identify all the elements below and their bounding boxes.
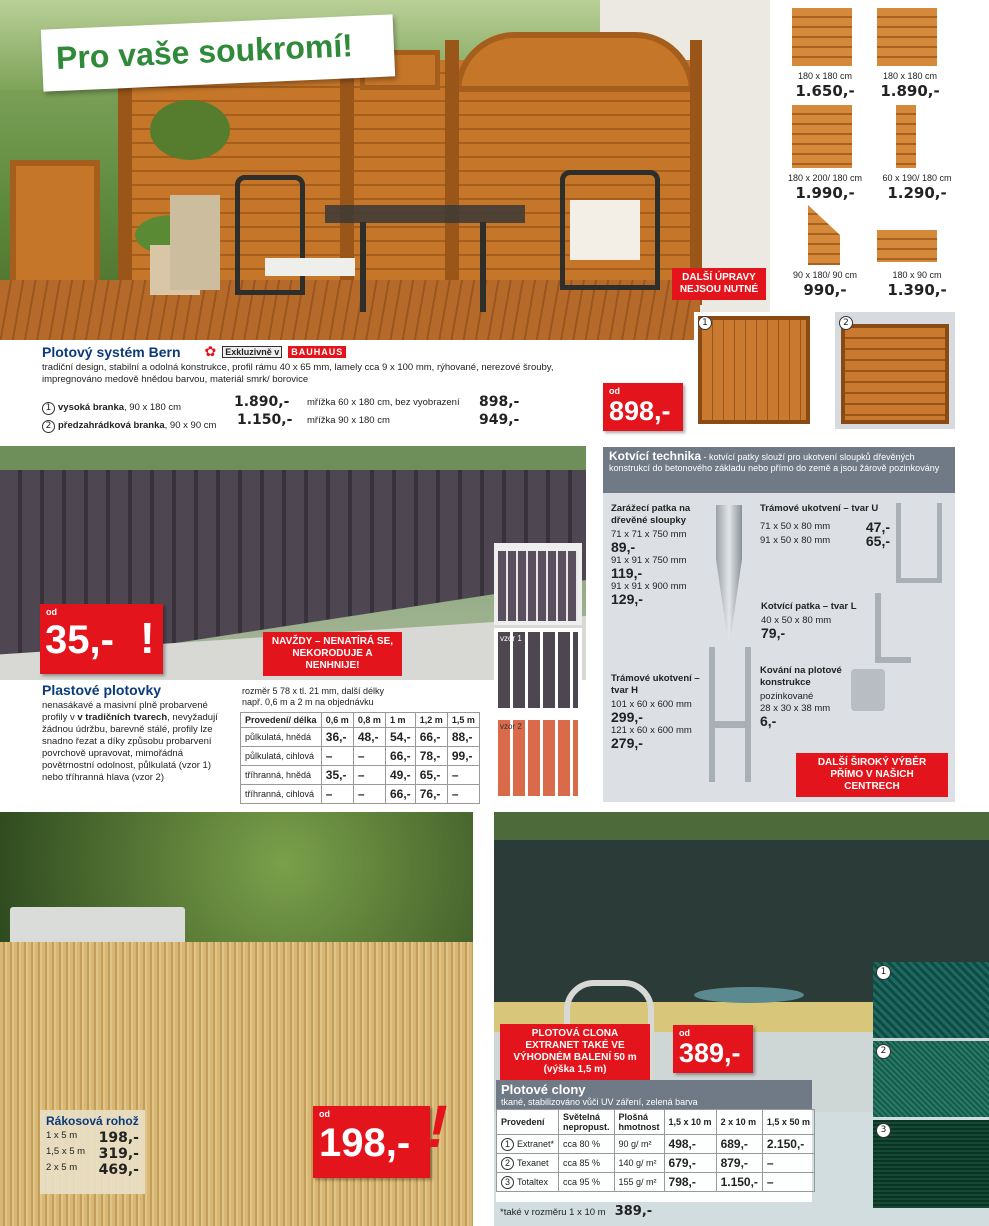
bern-item-1-alt: mřížka 60 x 180 cm, bez vyobrazení [307, 397, 460, 408]
cell: cca 80 % [559, 1135, 615, 1154]
cell: 66,- [415, 728, 447, 747]
cell: cca 95 % [559, 1173, 615, 1192]
bern-title: Plotový systém Bern [42, 344, 181, 360]
spike-anchor-icon [716, 505, 742, 640]
cell: 76,- [415, 785, 447, 804]
gate-number-1: 1 [698, 316, 712, 330]
bern-item-2-size: , 90 x 90 cm [164, 420, 217, 431]
cell: 66,- [385, 785, 415, 804]
bern-od: od [609, 386, 620, 396]
screen-sample-2-num: 2 [876, 1044, 891, 1059]
th: 1,5 m [447, 713, 479, 728]
bern-desc-2: impregnováno medově hnědou barvou, materiál smrk/ borovice [42, 374, 309, 385]
anchor-g5-name: Kování na plotové konstrukce [760, 665, 842, 688]
panel-size-4: 60 x 190/ 180 cm [882, 173, 952, 183]
bauhaus-logo-icon: ✿ [204, 344, 217, 360]
cell: – [447, 766, 479, 785]
cell: 99,- [447, 747, 479, 766]
anchor-g5-size-1: pozinkované [760, 691, 814, 702]
cell: – [353, 785, 385, 804]
panel-size-5: 90 x 180/ 90 cm [792, 270, 858, 280]
anchor-group-5 [760, 665, 855, 727]
cell: cca 85 % [559, 1154, 615, 1173]
panel-thumb-3 [792, 105, 852, 168]
gate-number-2: 2 [839, 316, 853, 330]
anchor-group-4 [611, 673, 711, 749]
row-name: Texanet [517, 1157, 549, 1168]
anchor-g3-size-1: 40 x 50 x 80 mm [761, 615, 832, 626]
bern-item-2-name: předzahrádková branka [58, 420, 165, 431]
bern-item-1-price: 1.890,- [234, 394, 290, 410]
anchor-header [603, 447, 955, 493]
bern-item-2 [42, 413, 522, 429]
th: 1,5 x 10 m [664, 1110, 716, 1135]
reed-price-2: 319,- [98, 1146, 139, 1162]
cell: půlkulatá, cihlová [241, 747, 322, 766]
row-name: Extranet* [517, 1138, 555, 1149]
bern-item-2-price: 1.150,- [237, 412, 293, 428]
screen-footnote-text: *také v rozměru 1 x 10 m [500, 1207, 606, 1218]
screen-price: 389,- [679, 1038, 741, 1068]
th: 2 x 10 m [716, 1110, 762, 1135]
table-row [497, 1173, 815, 1192]
panel-size-2: 180 x 180 cm [882, 71, 938, 81]
cell: 140 g/ m² [614, 1154, 664, 1173]
screen-table [496, 1109, 815, 1192]
th: 0,6 m [321, 713, 353, 728]
bern-info [42, 344, 612, 386]
bern-price-tag [603, 383, 683, 431]
anchor-g2-price-2: 65,- [865, 533, 890, 549]
th: Plošná hmotnost [614, 1110, 664, 1135]
h-anchor-icon [709, 647, 751, 782]
plastic-note-2: např. 0,6 m a 2 m na objednávku [242, 697, 374, 707]
panel-thumb-6 [877, 230, 937, 262]
anchor-g4-size-2: 121 x 60 x 600 mm [611, 725, 692, 736]
cell: 35,- [321, 766, 353, 785]
anchor-g3-name: Kotvící patka – tvar L [761, 601, 857, 612]
anchor-g2-size-2: 91 x 50 x 80 mm [760, 535, 831, 546]
panel-thumb-4 [896, 105, 916, 168]
panel-thumb-1 [792, 8, 852, 66]
panel-size-3: 180 x 200/ 180 cm [787, 173, 863, 183]
anchor-g2-name: Trámové ukotvení – tvar U [760, 503, 879, 514]
screen-price-tag [673, 1025, 753, 1073]
anchor-g1-name: Zarážecí patka na dřevěné sloupky [611, 503, 691, 526]
cell: – [762, 1173, 814, 1192]
plastic-thumb-fence [494, 543, 582, 625]
cell [497, 1154, 559, 1173]
cell: 66,- [385, 747, 415, 766]
screen-od: od [679, 1028, 690, 1038]
cell: tříhranná, cihlová [241, 785, 322, 804]
reed-info [40, 1110, 145, 1194]
cell: 2.150,- [762, 1135, 814, 1154]
anchor-group-3 [761, 601, 871, 639]
th: 0,8 m [353, 713, 385, 728]
th: 1,5 x 50 m [762, 1110, 814, 1135]
vzor2-label: vzor 2 [500, 722, 522, 731]
plastic-excl: ! [140, 614, 155, 663]
plastic-desc-b: v tradičních tvarech [77, 712, 168, 723]
cell: – [353, 747, 385, 766]
cell: 36,- [321, 728, 353, 747]
bern-item-1-size: , 90 x 180 cm [124, 402, 182, 413]
screen-title: Plotové clony [501, 1082, 586, 1097]
cell: 48,- [353, 728, 385, 747]
exclusive-label: Exkluzivně v [222, 346, 282, 358]
anchor-group-1 [611, 503, 721, 605]
th: Provedení/ délka [241, 713, 322, 728]
screen-sample-1-num: 1 [876, 965, 891, 980]
cell: 54,- [385, 728, 415, 747]
anchor-g5-price-1: 6,- [760, 713, 777, 729]
panel-size-1: 180 x 180 cm [797, 71, 853, 81]
bern-big-price: 898,- [609, 396, 671, 426]
plastic-od: od [46, 607, 57, 617]
screen-sample-1 [873, 962, 989, 1038]
screen-sample-3 [873, 1120, 989, 1208]
bern-item-1-num: 1 [42, 402, 55, 415]
panel-catalogue [770, 0, 989, 310]
table-row [497, 1135, 815, 1154]
plastic-note-1: rozměr 5 78 x tl. 21 mm, další délky [242, 686, 385, 696]
panel-price-5: 990,- [803, 281, 847, 299]
reed-size-1: 1 x 5 m [46, 1130, 78, 1141]
plastic-table [240, 712, 480, 804]
plastic-price-tag [40, 604, 163, 674]
reed-price: 198,- [319, 1121, 411, 1165]
reed-od: od [319, 1109, 330, 1119]
screen-sample-3-num: 3 [876, 1123, 891, 1138]
cell: – [762, 1154, 814, 1173]
bauhaus-brand: BAUHAUS [288, 346, 346, 358]
anchor-group-2 [760, 503, 890, 547]
panel-price-4: 1.290,- [887, 184, 947, 202]
table-row [241, 728, 480, 747]
cell: 78,- [415, 747, 447, 766]
th: 1,2 m [415, 713, 447, 728]
bracket-icon [851, 669, 885, 711]
cell: 879,- [716, 1154, 762, 1173]
plastic-thumb-vzor2 [494, 716, 582, 800]
anchor-g1-size-2: 91 x 91 x 750 mm [611, 555, 687, 566]
reed-price-3: 469,- [98, 1162, 139, 1178]
th: Světelná nepropust. [559, 1110, 615, 1135]
cell: – [447, 785, 479, 804]
cell: 1.150,- [716, 1173, 762, 1192]
cell: – [321, 785, 353, 804]
reed-excl: ! [420, 1093, 456, 1160]
reed-size-2: 1,5 x 5 m [46, 1146, 86, 1157]
bern-item-2-alt-price: 949,- [479, 412, 520, 428]
cell: 498,- [664, 1135, 716, 1154]
reed-price-1: 198,- [98, 1130, 139, 1146]
th: 1 m [385, 713, 415, 728]
cell: – [321, 747, 353, 766]
cell: 90 g/ m² [614, 1135, 664, 1154]
plastic-table-note [242, 686, 482, 708]
row-num: 2 [501, 1157, 514, 1170]
cell: 88,- [447, 728, 479, 747]
anchor-g1-price-3: 129,- [611, 591, 643, 607]
table-row [241, 766, 480, 785]
anchor-note: DALŠÍ ŠIROKÝ VÝBĚR PŘÍMO V NAŠICH CENTRECH [796, 753, 948, 797]
anchor-g4-price-1: 299,- [611, 709, 643, 725]
cell: 49,- [385, 766, 415, 785]
screen-footnote-price: 389,- [614, 1204, 653, 1219]
plastic-title: Plastové plotovky [42, 682, 162, 698]
panel-price-6: 1.390,- [887, 281, 947, 299]
reed-price-tag [313, 1106, 430, 1178]
cell: 65,- [415, 766, 447, 785]
panel-price-1: 1.650,- [795, 82, 855, 100]
plastic-badge: NAVŽDY – NENATÍRÁ SE, NEKORODUJE A NENHNIJE! [263, 632, 402, 676]
bern-item-2-alt: mřížka 90 x 180 cm [307, 415, 390, 426]
anchor-title: Kotvící technika [609, 449, 702, 463]
screen-footnote [500, 1200, 810, 1219]
row-name: Totaltex [517, 1176, 549, 1187]
panel-thumb-5 [808, 205, 840, 265]
cell: tříhranná, hnědá [241, 766, 322, 785]
anchor-panel [603, 447, 955, 802]
bern-item-1-name: vysoká branka [58, 402, 125, 413]
plastic-thumb-vzor1 [494, 628, 582, 712]
table-row [241, 785, 480, 804]
panel-thumb-2 [877, 8, 937, 66]
panel-size-6: 180 x 90 cm [892, 270, 942, 280]
bern-item-1 [42, 395, 522, 411]
bern-item-1-alt-price: 898,- [479, 394, 520, 410]
cell [497, 1135, 559, 1154]
panel-price-3: 1.990,- [795, 184, 855, 202]
panel-price-2: 1.890,- [880, 82, 940, 100]
anchor-g4-name: Trámové ukotvení – tvar H [611, 673, 700, 696]
cell [497, 1173, 559, 1192]
anchor-g4-price-2: 279,- [611, 735, 643, 751]
cell: 798,- [664, 1173, 716, 1192]
screen-table-header [497, 1110, 815, 1135]
table-row [241, 747, 480, 766]
screen-info [496, 1080, 812, 1202]
gate-photo-2 [835, 312, 955, 429]
row-num: 1 [501, 1138, 514, 1151]
row-num: 3 [501, 1176, 514, 1189]
reed-size-3: 2 x 5 m [46, 1162, 78, 1173]
cell: 689,- [716, 1135, 762, 1154]
further-note: DALŠÍ ÚPRAVY NEJSOU NUTNÉ [672, 268, 766, 300]
anchor-g3-price-1: 79,- [761, 625, 786, 641]
plastic-price: 35,- [45, 618, 114, 662]
gate-photo-1 [694, 312, 817, 429]
anchor-g2-price-1: 47,- [865, 519, 890, 535]
plastic-table-header [241, 713, 480, 728]
bern-item-2-num: 2 [42, 420, 55, 433]
anchor-g5-size-2: 28 x 30 x 38 mm [760, 703, 831, 714]
bern-desc-1: tradiční design, stabilní a odolná konstrukce, profil rámu 40 x 65 mm, lamely cca 9 x 100 mm, rýhované, nerezové šrouby, [42, 362, 554, 373]
anchor-g1-size-3: 91 x 91 x 900 mm [611, 581, 687, 592]
anchor-g1-price-1: 89,- [611, 539, 636, 555]
screen-subtitle: tkané, stabilizováno vůči UV záření, zelená barva [501, 1097, 698, 1107]
l-anchor-icon [875, 593, 911, 663]
anchor-g1-size-1: 71 x 71 x 750 mm [611, 529, 687, 540]
cell: půlkulatá, hnědá [241, 728, 322, 747]
vzor1-label: vzor 1 [500, 634, 522, 643]
screen-note: PLOTOVÁ CLONA EXTRANET TAKÉ VE VÝHODNÉM BALENÍ 50 m (výška 1,5 m) [500, 1024, 650, 1080]
anchor-g1-price-2: 119,- [611, 565, 643, 581]
cell: – [353, 766, 385, 785]
headline-text: Pro vaše soukromí! [55, 27, 354, 77]
screen-sample-2 [873, 1041, 989, 1117]
table-row [497, 1154, 815, 1173]
cell: 679,- [664, 1154, 716, 1173]
plastic-info [42, 682, 232, 784]
u-anchor-icon [896, 503, 942, 583]
reed-title: Rákosová rohož [46, 1114, 139, 1128]
th: Provedení [497, 1110, 559, 1135]
plastic-desc-a: nenasákavé a masivní plně probarvené profily v [42, 700, 208, 723]
plastic-desc-c: , nevyžadují žádnou údržbu, barevně stálé, profily lze snadno řezat a díky způsobu probarvení povrchově upravovat, mimořádná povětrnostní odolnost, půlkulatá (vzor 1) nebo tříhranná hlava (vzor 2) [42, 712, 218, 783]
anchor-g2-size-1: 71 x 50 x 80 mm [760, 521, 831, 532]
cell: 155 g/ m² [614, 1173, 664, 1192]
anchor-subtitle: - kotvící patky slouží pro ukotvení sloupků dřevěných konstrukcí do betonového základu nebo přímo do země a jsou žárově pozinkovány [609, 452, 940, 473]
anchor-g4-size-1: 101 x 60 x 600 mm [611, 699, 692, 710]
